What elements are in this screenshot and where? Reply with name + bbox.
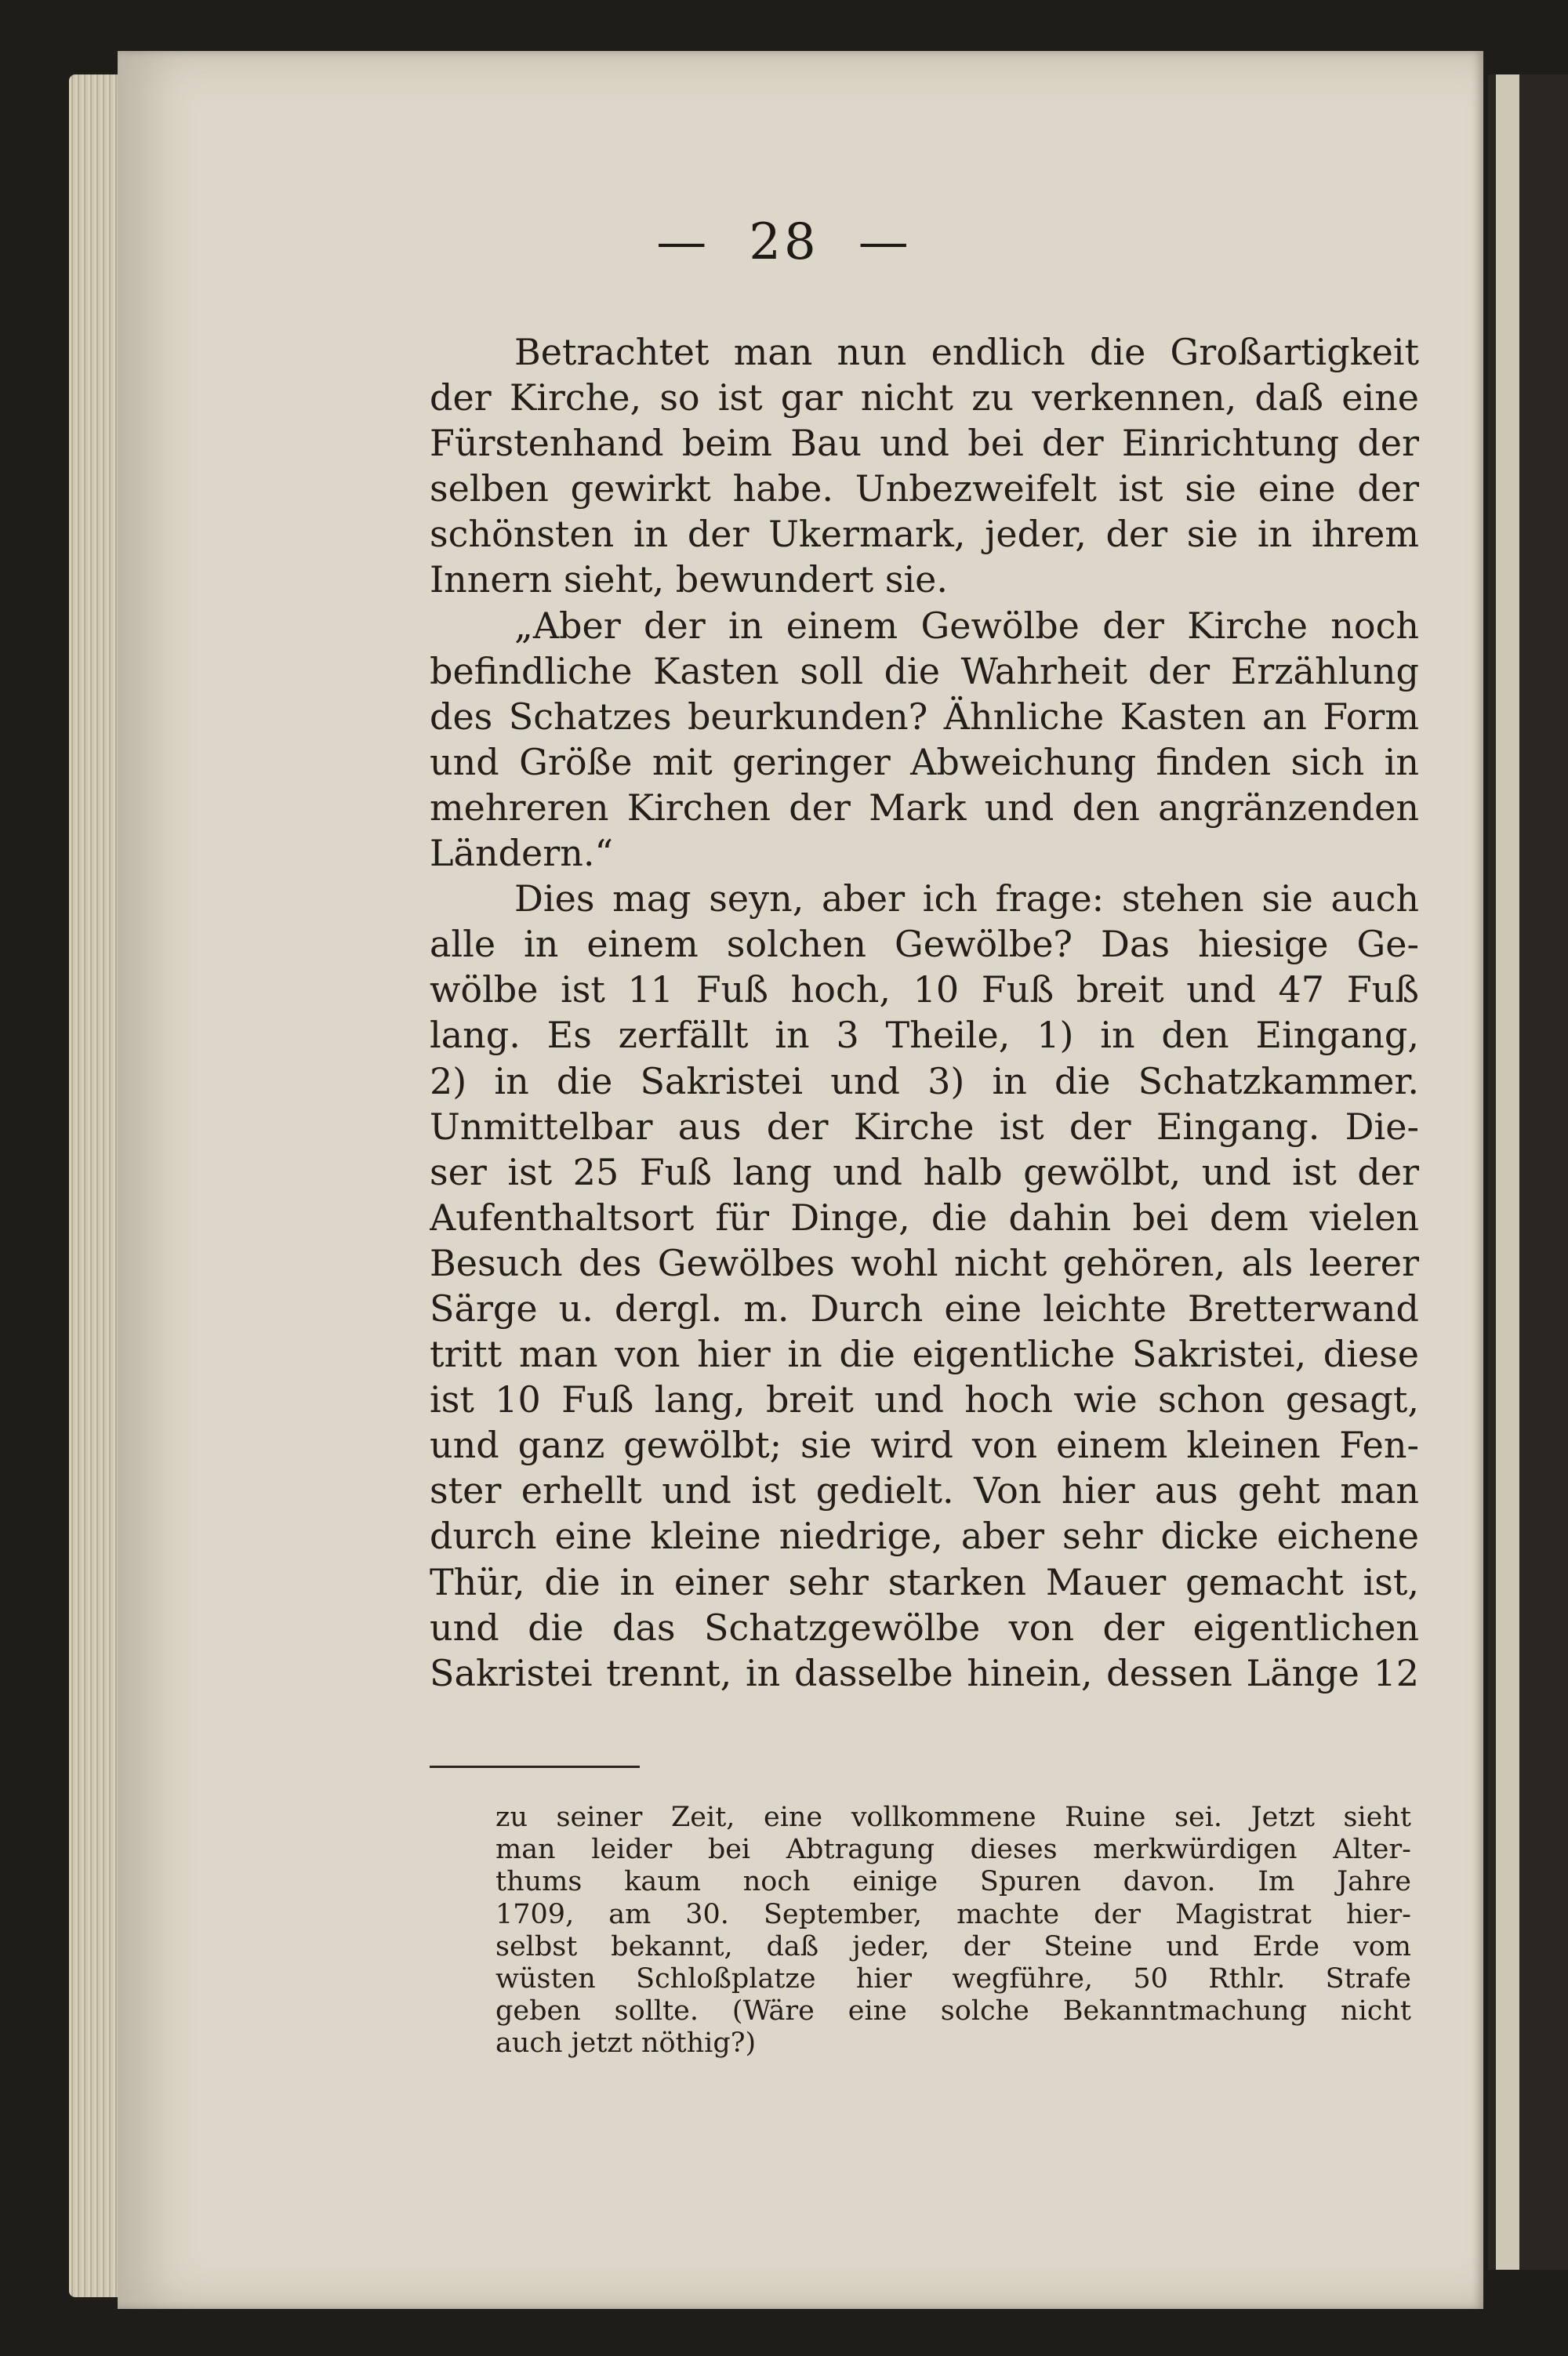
body-line: wölbe ist 11 Fuß hoch, 10 Fuß breit und 47 Fuß bbox=[430, 968, 1419, 1011]
body-line: befindliche Kasten soll die Wahrheit der Erzählung bbox=[430, 649, 1419, 692]
footnote-rule bbox=[430, 1766, 640, 1768]
body-line: Unmittelbar aus der Kirche ist der Eingang. Die- bbox=[430, 1105, 1419, 1148]
body-line: und die das Schatzgewölbe von der eigentlichen bbox=[430, 1606, 1419, 1649]
body-line: schönsten in der Ukermark, jeder, der sie in ihrem bbox=[430, 513, 1419, 556]
header-dash-right: — bbox=[858, 213, 912, 271]
body-line: mehreren Kirchen der Mark und den angränzenden bbox=[430, 786, 1419, 829]
body-line: Innern sieht, bewundert sie. bbox=[430, 558, 949, 601]
body-line: der Kirche, so ist gar nicht zu verkennen, daß eine bbox=[430, 376, 1419, 419]
footnote-line: 1709, am 30. September, machte der Magistrat hier- bbox=[495, 1898, 1411, 1930]
body-line: ser ist 25 Fuß lang und halb gewölbt, und ist der bbox=[430, 1150, 1419, 1193]
body-line: Besuch des Gewölbes wohl nicht gehören, als leerer bbox=[430, 1241, 1419, 1284]
footnote-line: man leider bei Abtragung dieses merkwürdigen Alter- bbox=[495, 1834, 1411, 1866]
facing-page-edge bbox=[1488, 74, 1568, 2270]
page-number: 28 bbox=[749, 213, 819, 271]
body-line: Sakristei trennt, in dasselbe hinein, dessen Länge 12 bbox=[430, 1651, 1419, 1694]
body-line: Fürstenhand beim Bau und bei der Einrichtung der bbox=[430, 422, 1419, 465]
body-line: Betrachtet man nun endlich die Großartigkeit bbox=[514, 331, 1419, 373]
body-line: durch eine kleine niedrige, aber sehr dicke eichene bbox=[430, 1515, 1419, 1558]
body-line: ster erhellt und ist gedielt. Von hier aus geht man bbox=[430, 1469, 1419, 1512]
body-line: ist 10 Fuß lang, breit und hoch wie schon gesagt, bbox=[430, 1378, 1419, 1421]
body-line: „Aber der in einem Gewölbe der Kirche noch bbox=[514, 604, 1419, 647]
page-header bbox=[0, 213, 1568, 271]
footnote-line: selbst bekannt, daß jeder, der Steine und Erde vom bbox=[495, 1930, 1411, 1962]
body-line: Aufenthaltsort für Dinge, die dahin bei dem vielen bbox=[430, 1196, 1419, 1239]
body-line: tritt man von hier in die eigentliche Sakristei, diese bbox=[430, 1333, 1419, 1376]
body-line: lang. Es zerfällt in 3 Theile, 1) in den Eingang, bbox=[430, 1014, 1419, 1057]
body-line: Thür, die in einer sehr starken Mauer gemacht ist, bbox=[430, 1560, 1419, 1603]
footnote-line: wüsten Schloßplatze hier wegführe, 50 Rthlr. Strafe bbox=[495, 1962, 1411, 1995]
body-line: Dies mag seyn, aber ich frage: stehen sie auch bbox=[514, 877, 1419, 920]
footnote-line: auch jetzt nöthig?) bbox=[495, 2027, 757, 2060]
body-line: Särge u. dergl. m. Durch eine leichte Bretterwand bbox=[430, 1287, 1419, 1330]
body-line: des Schatzes beurkunden? Ähnliche Kasten an Form bbox=[430, 695, 1419, 738]
footnote-line: zu seiner Zeit, eine vollkommene Ruine sei. Jetzt sieht bbox=[495, 1802, 1411, 1833]
footnote bbox=[495, 1802, 1411, 2060]
body-line: und ganz gewölbt; sie wird von einem kleinen Fen- bbox=[430, 1424, 1419, 1467]
body-text bbox=[430, 329, 1419, 1696]
footnote-line: geben sollte. (Wäre eine solche Bekanntmachung nicht bbox=[495, 1995, 1411, 2027]
body-line: und Größe mit geringer Abweichung finden sich in bbox=[430, 740, 1419, 783]
footnote-line: thums kaum noch einige Spuren davon. Im Jahre bbox=[495, 1866, 1411, 1898]
body-line: alle in einem solchen Gewölbe? Das hiesige Ge- bbox=[430, 923, 1419, 966]
body-line: selben gewirkt habe. Unbezweifelt ist sie eine der bbox=[430, 467, 1419, 510]
body-line: Ländern.“ bbox=[430, 832, 614, 875]
body-line: 2) in die Sakristei und 3) in die Schatzkammer. bbox=[430, 1059, 1419, 1102]
header-dash-left: — bbox=[656, 213, 710, 271]
